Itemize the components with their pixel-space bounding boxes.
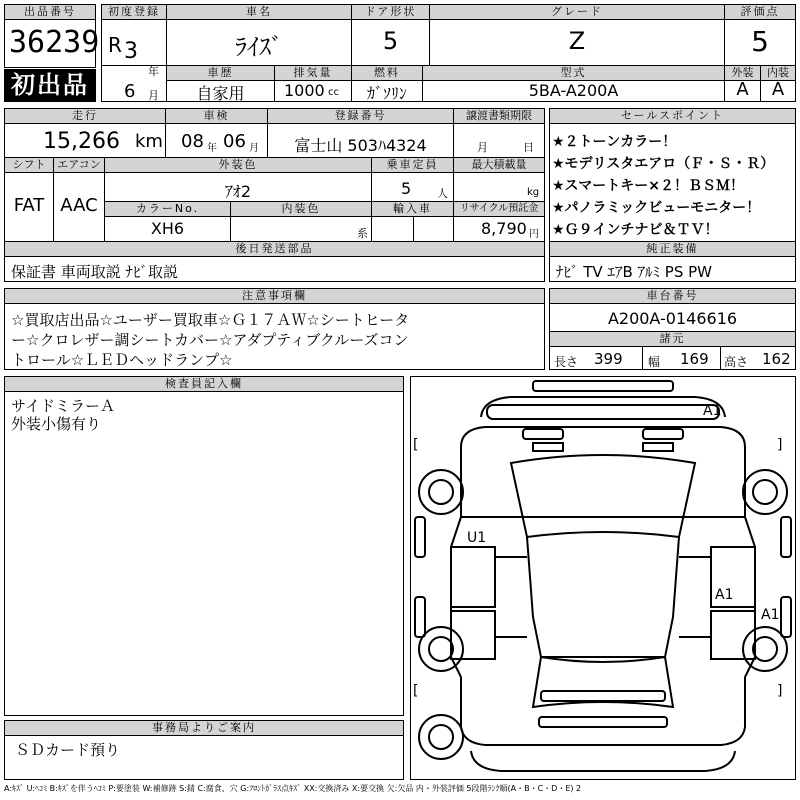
office-box	[4, 720, 404, 780]
later-parts-label: 後日発送部品	[5, 242, 544, 257]
doors-label: ドア形状	[352, 5, 429, 20]
score-value: 5	[751, 25, 769, 58]
later-parts-value: 保証書 車両取説 ﾅﾋﾞ取説	[11, 263, 179, 281]
selling-points-label: セールスポイント	[550, 109, 795, 124]
first-reg-year: 3	[124, 39, 138, 64]
first-reg-month-unit: 月	[148, 89, 159, 102]
inspection-year-unit: 年	[207, 143, 217, 154]
selling-point-item: ★モデリスタエアロ（Ｆ・Ｓ・Ｒ）	[552, 156, 775, 172]
doors-value: 5	[382, 27, 399, 55]
first-reg-month: 6	[124, 81, 136, 102]
capacity-unit: 人	[437, 187, 448, 200]
selling-point-item: ★Ｇ９インチナビ＆ＴＶ！	[552, 222, 719, 238]
selling-point-item: ★スマートキー×２！ＢＳＭ！	[552, 178, 745, 194]
mileage-unit: km	[135, 131, 163, 152]
interior-color-label: 内装色	[231, 202, 371, 217]
mileage-label: 走行	[5, 109, 165, 124]
bracket-close: ]	[777, 683, 783, 699]
specs-label: 諸元	[550, 332, 795, 347]
inspection-month: 06	[223, 131, 246, 152]
damage-mark: A1	[703, 403, 722, 419]
exterior-grade-value: A	[736, 79, 749, 100]
damage-mark: U1	[467, 530, 487, 546]
specs-width-label: 幅	[648, 355, 661, 369]
notes-line: トロール☆ＬＥＤヘッドランプ☆	[11, 351, 233, 369]
color-value: ｱｵ2	[224, 182, 252, 201]
inspector-line: 外装小傷有り	[11, 415, 102, 433]
notes-line: ☆買取店出品☆ユーザー買取車☆Ｇ１７ＡＷ☆シートヒータ	[11, 311, 410, 329]
notes-line: ー☆クロレザー調シートカバー☆アダプティブクルーズコン	[11, 331, 409, 349]
interior-color-unit: 系	[357, 227, 368, 240]
car-outline-diagram	[411, 377, 795, 779]
interior-grade-label: 内装	[761, 66, 795, 81]
plate-value: 富士山 503ﾊ4324	[294, 136, 427, 155]
shift-value: FAT	[13, 195, 45, 216]
aircon-value: AAC	[60, 195, 98, 216]
damage-diagram	[410, 376, 796, 780]
chassis-box	[549, 288, 796, 370]
specs-width: 169	[680, 350, 709, 368]
recycle-value: 8,790	[481, 219, 527, 238]
lot-box	[4, 4, 100, 102]
interior-grade-value: A	[771, 79, 785, 100]
model-value: 5BA-A200A	[528, 81, 619, 100]
bracket-close: ]	[777, 437, 783, 453]
color-label: 外装色	[105, 158, 371, 173]
inspector-line: サイドミラーＡ	[11, 397, 115, 415]
model-label: 型式	[423, 66, 724, 81]
inspection-label: 車検	[166, 109, 267, 124]
equipment-value: ﾅﾋﾞ TV ｴｱB ｱﾙﾐ PS PW	[556, 263, 712, 281]
transfer-month-unit: 月	[477, 141, 488, 154]
fuel-label: 燃料	[352, 66, 422, 81]
office-value: ＳＤカード預り	[15, 741, 121, 759]
equipment-label: 純正装備	[550, 242, 795, 257]
history-value: 自家用	[196, 84, 245, 103]
plate-label: 登録番号	[268, 109, 453, 124]
damage-mark: A1	[761, 607, 780, 623]
damage-legend: A:ｷｽﾞ U:ﾍｺﾐ B:ｷｽﾞを伴うﾍｺﾐ P:要塗装 W:補修跡 S:錆 C:腐食、穴 G:ﾌﾛﾝﾄｶﾞﾗｽ点ｷｽﾞ XX:交換済み X:要交換 欠:欠品 内・外装評価 5段階ﾗﾝｸ順(A・B・C・D・E) 2	[4, 784, 582, 793]
car-name-value: ﾗｲｽﾞ	[235, 33, 283, 61]
score-label: 評価点	[725, 5, 795, 20]
office-label: 事務局よりご案内	[5, 721, 403, 736]
displacement-unit: cc	[328, 87, 339, 98]
import-label: 輸入車	[372, 202, 453, 217]
car-name-label: 車名	[167, 5, 351, 20]
transfer-label: 譲渡書類期限	[454, 109, 544, 124]
inspection-month-unit: 月	[249, 143, 259, 154]
first-listing-badge: 初出品	[4, 69, 96, 102]
fuel-value: ｶﾞｿﾘﾝ	[366, 84, 407, 103]
mileage-value: 15,266	[43, 129, 120, 154]
recycle-unit: 円	[529, 229, 539, 240]
selling-points-box	[549, 108, 796, 282]
color-no-value: XH6	[150, 219, 185, 238]
capacity-label: 乗車定員	[372, 158, 453, 173]
bracket-open: [	[413, 683, 419, 699]
displacement-value: 1000	[284, 81, 325, 100]
exterior-grade-label: 外装	[725, 66, 760, 81]
capacity-value: 5	[401, 179, 412, 198]
notes-label: 注意事項欄	[5, 289, 544, 304]
specs-height-label: 高さ	[724, 355, 749, 369]
notes-box	[4, 288, 545, 370]
recycle-label: リサイクル預託金	[454, 202, 544, 217]
lot-number: 36239	[9, 25, 100, 60]
chassis-value: A200A-0146616	[607, 309, 738, 328]
specs-length-label: 長さ	[554, 355, 579, 369]
selling-point-item: ★パノラミックビューモニター！	[552, 200, 761, 216]
transfer-day-unit: 日	[523, 141, 534, 154]
aircon-label: エアコン	[54, 158, 104, 173]
grade-label: グレード	[430, 5, 724, 20]
first-reg-label: 初度登録	[102, 5, 166, 20]
color-no-label: カラーNo.	[105, 202, 230, 217]
inspector-box	[4, 376, 404, 716]
max-load-label: 最大積載量	[454, 158, 544, 173]
inspector-label: 検査員記入欄	[5, 377, 403, 392]
max-load-unit: kg	[527, 187, 540, 198]
grade-value: Z	[568, 27, 586, 55]
vehicle-info-grid	[101, 4, 796, 102]
chassis-label: 車台番号	[550, 289, 795, 304]
damage-mark: A1	[715, 587, 734, 603]
specs-height: 162	[762, 350, 791, 368]
history-label: 車歴	[167, 66, 274, 81]
first-reg-year-unit: 年	[148, 65, 159, 78]
bracket-open: [	[413, 437, 419, 453]
detail-grid	[4, 108, 545, 282]
first-reg-era: R	[108, 33, 122, 57]
displacement-label: 排気量	[275, 66, 351, 81]
selling-point-item: ★２トーンカラー！	[552, 134, 677, 150]
shift-label: シフト	[5, 158, 53, 173]
lot-label: 出品番号	[5, 5, 95, 20]
specs-length: 399	[594, 350, 623, 368]
inspection-year: 08	[181, 131, 204, 152]
